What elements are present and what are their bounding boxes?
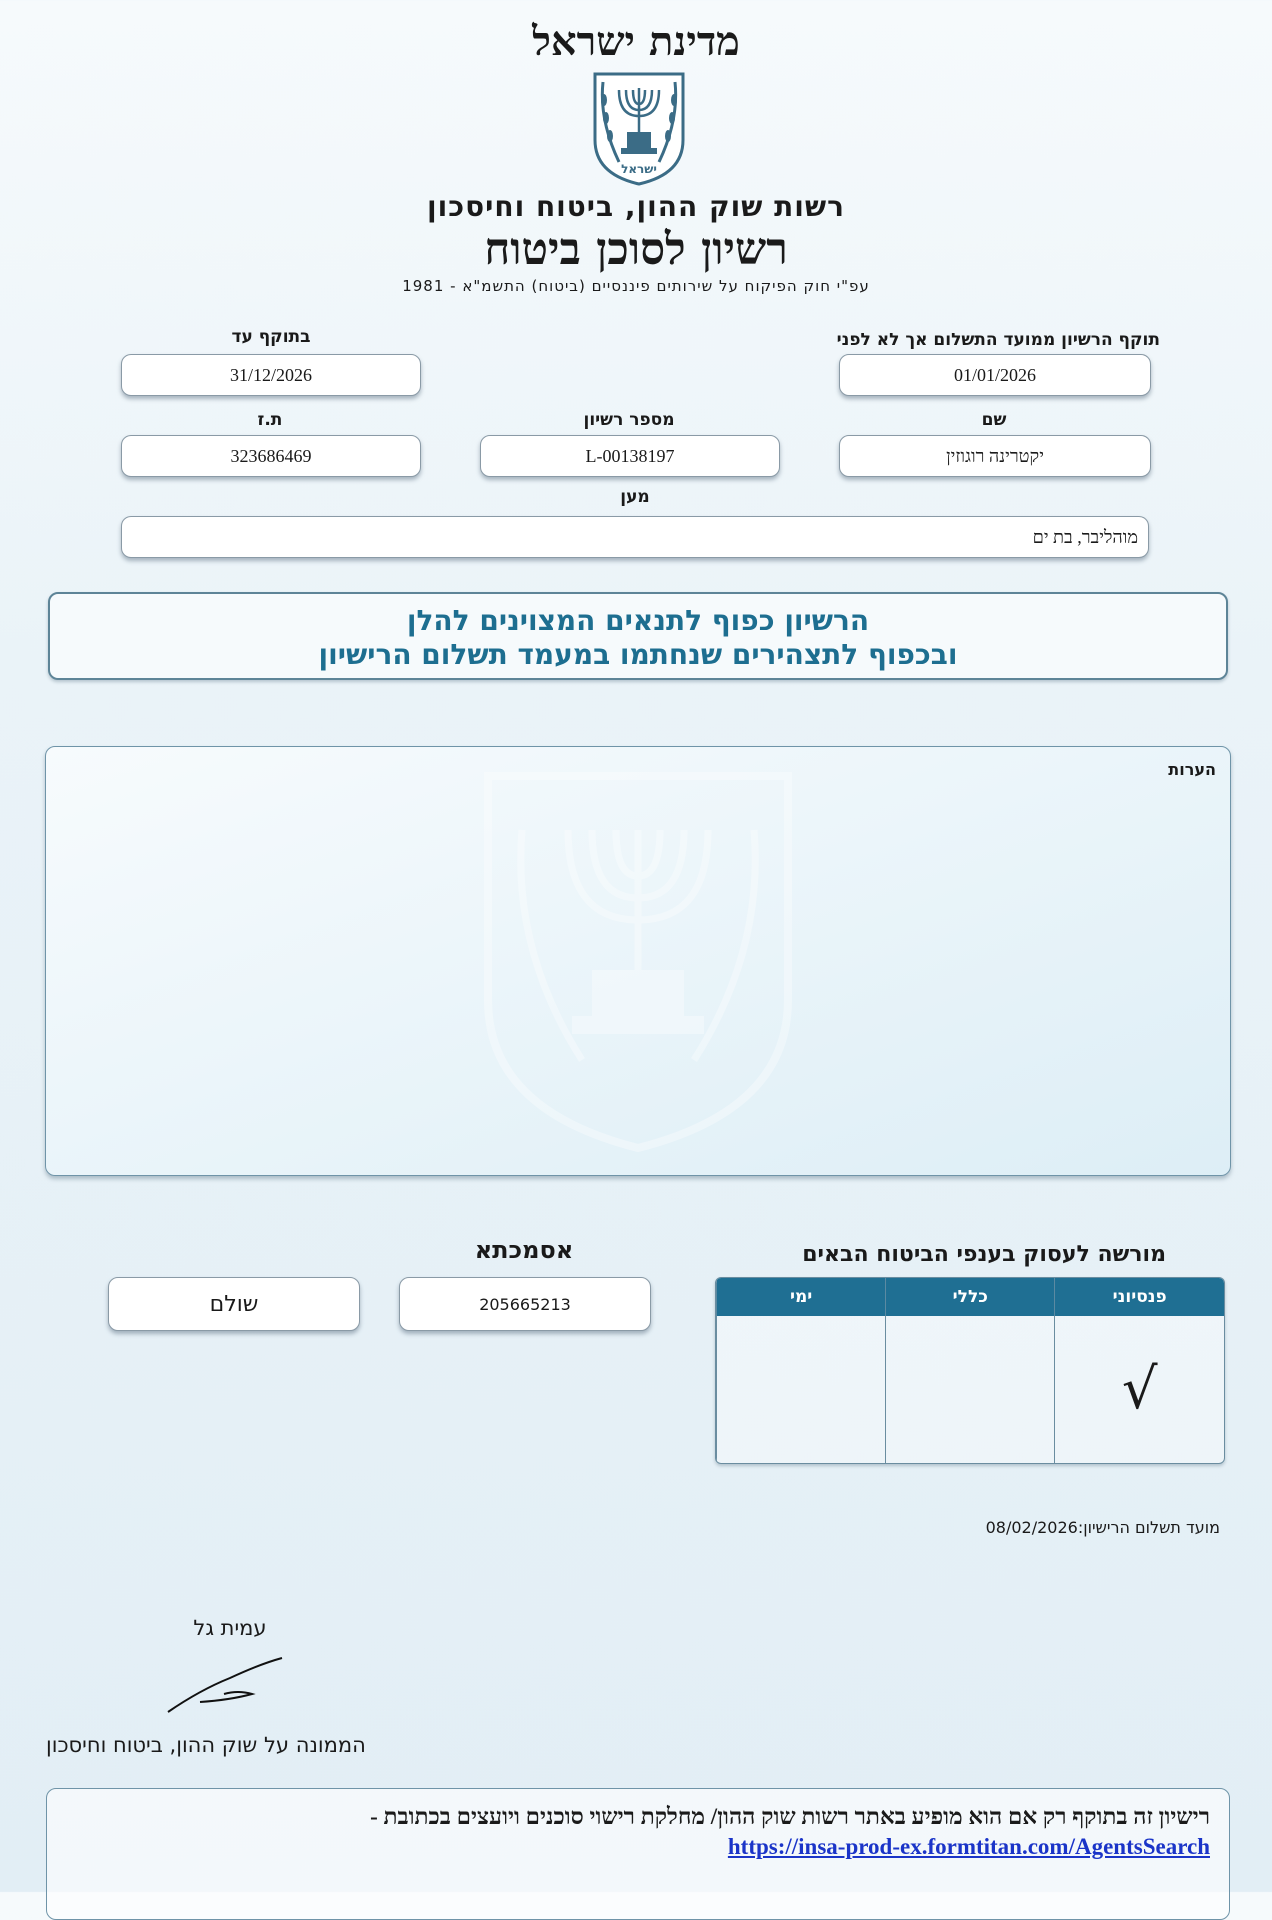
reference-value: 205665213 [479, 1294, 571, 1314]
valid-until-label: בתוקף עד [231, 327, 311, 347]
name-label: שם [981, 410, 1007, 430]
license-number-label: מספר רשיון [583, 410, 675, 430]
signer-title: הממונה על שוק ההון, ביטוח וחיסכון [46, 1733, 366, 1757]
agents-search-link[interactable]: https://insa-prod-ex.formtitan.com/AgentsSearch [727, 1834, 1210, 1859]
notes-label: הערות [1168, 760, 1216, 779]
payment-status-field [108, 1277, 360, 1331]
emblem-text: ישראל [621, 162, 657, 176]
id-field [121, 435, 421, 477]
emblem-watermark-icon [482, 770, 794, 1154]
branches-title: מורשה לעסוק בענפי הביטוח הבאים [802, 1242, 1166, 1267]
branch-header-marine: ימי [717, 1278, 886, 1316]
name-value: יקטרינה רוגוזין [946, 445, 1044, 466]
address-value: מוהליבר, בת ים [1032, 526, 1138, 547]
state-title: מדינת ישראל [532, 18, 740, 65]
valid-from-value: 01/01/2026 [953, 364, 1036, 385]
signature-icon [160, 1650, 290, 1720]
authority-title: רשות שוק ההון, ביטוח וחיסכון [426, 190, 845, 223]
branch-cell-general [886, 1316, 1055, 1463]
branches-table [715, 1277, 1225, 1464]
branch-cell-pension: √ [1055, 1316, 1224, 1463]
valid-until-value: 31/12/2026 [229, 364, 312, 385]
conditions-box [48, 592, 1228, 680]
payment-date-line [986, 1518, 1220, 1537]
address-field [121, 516, 1149, 558]
branch-cell-marine [717, 1316, 886, 1463]
id-value: 323686469 [230, 445, 312, 466]
law-reference: עפ"י חוק הפיקוח על שירותים פיננסיים (ביטוח) התשמ"א - 1981 [402, 277, 870, 295]
valid-until-field [121, 354, 421, 396]
name-field [839, 435, 1151, 477]
valid-from-label: תוקף הרשיון ממועד התשלום אך לא לפני [836, 330, 1160, 350]
reference-label: אסמכתא [474, 1236, 574, 1264]
payment-date-value: 08/02/2026 [985, 1518, 1078, 1537]
state-emblem-icon [589, 70, 689, 188]
footer-notice [60, 1802, 1210, 1862]
address-label: מען [620, 487, 650, 507]
conditions-line-1: הרשיון כפוף לתנאים המצוינים להלן [406, 604, 870, 637]
document-title: רשיון לסוכן ביטוח [484, 224, 788, 275]
license-number-value: L-00138197 [585, 445, 675, 466]
valid-from-field [839, 354, 1151, 396]
signer-name: עמית גל [193, 1616, 267, 1640]
id-label: ת.ז [257, 410, 283, 430]
reference-field [399, 1277, 651, 1331]
branch-header-pension: פנסיוני [1055, 1278, 1224, 1316]
payment-status-value: שולם [209, 1291, 259, 1317]
conditions-line-2: ובכפוף לתצהירים שנחתמו במעמד תשלום הרישיון [318, 638, 958, 671]
payment-date-label: מועד תשלום הרישיון: [1077, 1518, 1220, 1537]
branch-header-general: כללי [886, 1278, 1055, 1316]
footer-notice-text: רישיון זה בתוקף רק אם הוא מופיע באתר רשות שוק ההון/ מחלקת רישוי סוכנים ויועצים בכתובת - [370, 1804, 1210, 1829]
license-number-field [480, 435, 780, 477]
